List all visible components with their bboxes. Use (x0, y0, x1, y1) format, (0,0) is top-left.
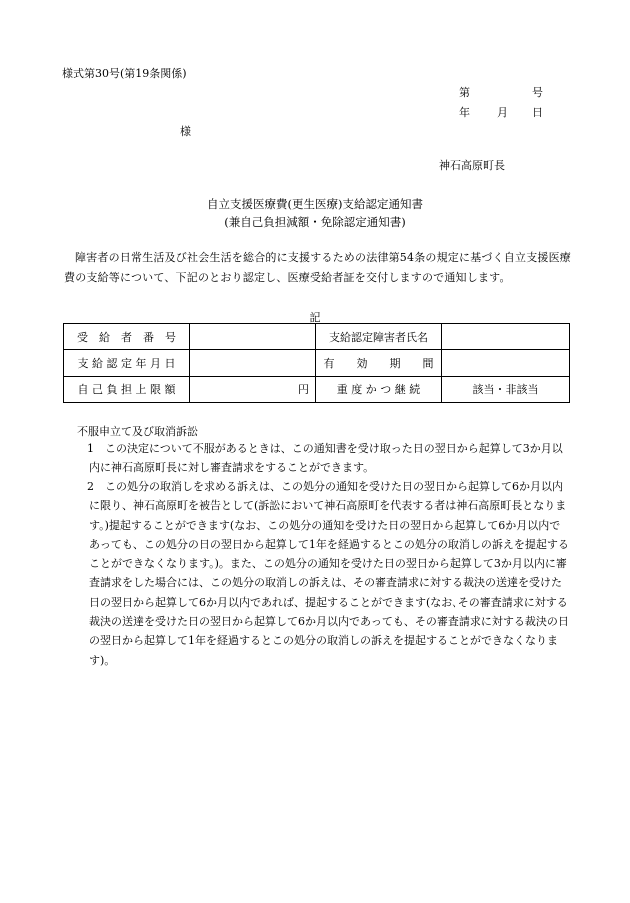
certified-person-value (442, 324, 570, 350)
form-number: 様式第30号(第19条関係) (62, 67, 187, 80)
certification-table (63, 323, 570, 403)
appeal-heading: 不服申立て及び取消訴訟 (77, 425, 198, 438)
document-number-prefix: 第 (459, 86, 470, 99)
table-row (64, 376, 570, 402)
document-title: 自立支援医療費(更生医療)支給認定通知書 (207, 197, 423, 211)
date-month-label: 月 (497, 106, 508, 119)
limit-unit: 円 (190, 376, 316, 402)
appeal-item-text: この処分の取消しを求める訴えは、この処分の通知を受けた日の翌日から起算して6か月以内に限り、神石高原町を被告として(訴訟において神石高原町を代表する者は神石高原町長となります。)提起することができます(なお、この処分の通知を受けた日の翌日から起算して6か月以内であっても、この処分の日の翌日から起算して1年を経過するとこの処分の取消しの訴えを提起することができなくなります。)。また、この処分の通知を受けた日の翌日から起算して3か月以内に審査請求をした場合には、この処分の取消しの訴えは、その審査請求に対する裁決の送達を受けた日の翌日から起算して6か月以内であれば、提起することができます(なお､その審査請求に対する裁決の送達を受けた日の翌日から起算して6か月以内であっても、その審査請求に対する裁決の日の翌日から起算して1年を経過するとこの処分の取消しの訴えを提起することができなくなります)。 (89, 480, 569, 667)
recipient-number-value (190, 324, 316, 350)
validity-label: 有 効 期 間 (316, 350, 442, 376)
ki-heading: 記 (309, 311, 321, 324)
appeal-item-2 (89, 477, 571, 670)
document-number-suffix: 号 (532, 86, 543, 99)
certified-person-label: 支給認定障害者氏名 (316, 324, 442, 350)
limit-label: 自 己 負 担 上 限 額 (64, 376, 190, 402)
appeal-item-1 (89, 439, 571, 478)
cert-date-value (190, 350, 316, 376)
appeal-item-number: 2 (87, 480, 94, 493)
date-day-label: 日 (532, 106, 543, 119)
intro-paragraph: 障害者の日常生活及び社会生活を総合的に支援するための法律第54条の規定に基づく自立支援医療費の支給等について、下記のとおり認定し、医療受給者証を交付しますので通知します。 (64, 251, 571, 284)
document-subtitle: (兼自己負担減額・免除認定通知書) (224, 215, 406, 229)
issuer-name: 神石高原町長 (439, 159, 505, 172)
recipient-number-label: 受 給 者 番 号 (64, 324, 190, 350)
table-row (64, 324, 570, 350)
severe-label: 重 度 か つ 継 続 (316, 376, 442, 402)
appeal-item-number: 1 (87, 442, 94, 455)
cert-date-label: 支 給 認 定 年 月 日 (64, 350, 190, 376)
validity-value (442, 350, 570, 376)
date-year-label: 年 (459, 106, 470, 119)
table-row (64, 350, 570, 376)
appeal-item-text: この決定について不服があるときは、この通知書を受け取った日の翌日から起算して3か月以内に神石高原町長に対し審査請求をすることができます。 (89, 442, 563, 475)
severe-value: 該当・非該当 (442, 376, 570, 402)
addressee-suffix: 様 (180, 125, 191, 138)
